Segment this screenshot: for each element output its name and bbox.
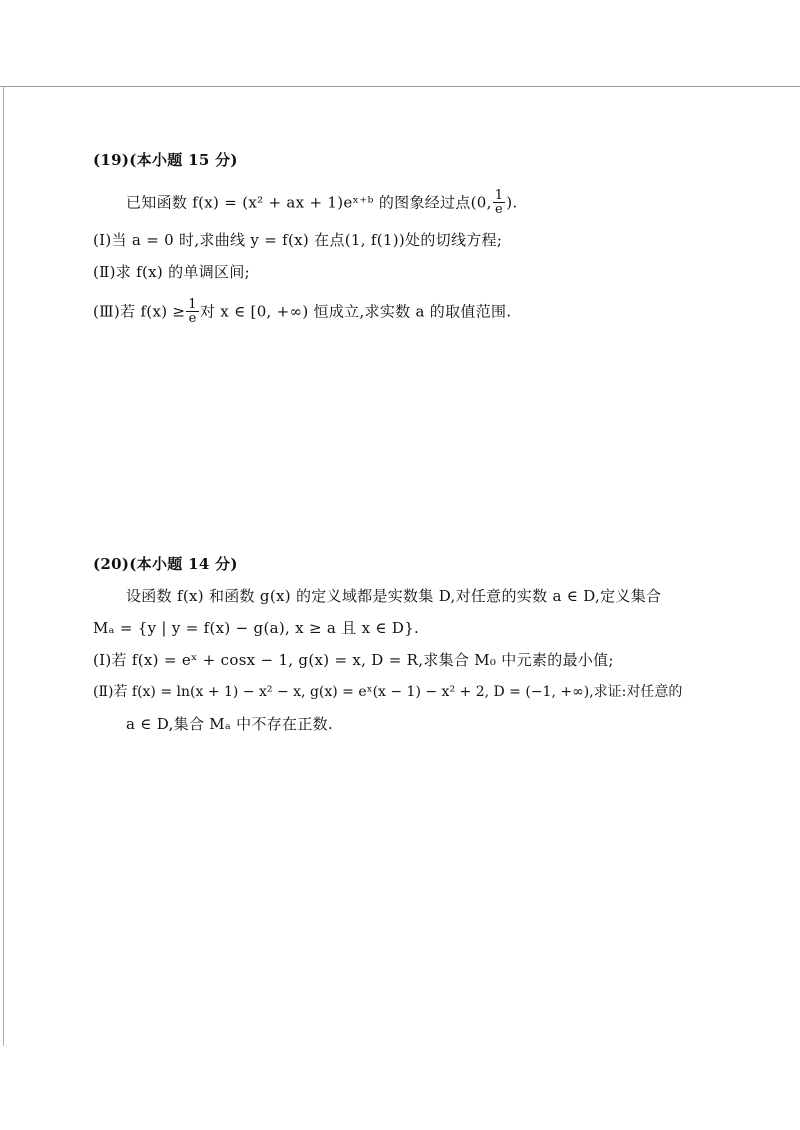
problem-19-part-3-fraction <box>186 298 199 325</box>
problem-19-heading: (19)(本小题 15 分) <box>93 151 238 169</box>
problem-19-stem <box>126 189 518 216</box>
page-left-border <box>3 86 4 1046</box>
problem-19-part-3 <box>93 298 511 325</box>
page-top-border <box>0 86 800 87</box>
problem-19-stem-end: ). <box>506 193 518 212</box>
problem-20-part-2-line-1: (Ⅱ)若 f(x) = ln(x + 1) − x² − x, g(x) = eˣ(x − 1) − x² + 2, D = (−1, +∞),求证:对任意的 <box>93 684 683 700</box>
fraction-numerator: 1 <box>188 297 197 312</box>
problem-20-heading: (20)(本小题 14 分) <box>93 555 238 573</box>
problem-19-part-1: (Ⅰ)当 a = 0 时,求曲线 y = f(x) 在点(1, f(1))处的切线方程; <box>93 231 503 249</box>
problem-20-stem-line-2: Mₐ = {y | y = f(x) − g(a), x ≥ a 且 x ∈ D}. <box>93 619 420 637</box>
problem-19-part-3-end: 对 x ∈ [0, +∞) 恒成立,求实数 a 的取值范围. <box>199 302 512 321</box>
problem-19-stem-text: 已知函数 f(x) = (x² + ax + 1)eˣ⁺ᵇ 的图象经过点(0, <box>126 193 492 212</box>
problem-20-stem-line-1: 设函数 f(x) 和函数 g(x) 的定义域都是实数集 D,对任意的实数 a ∈ D,定义集合 <box>126 587 662 605</box>
fraction-numerator: 1 <box>494 188 504 203</box>
problem-19-part-3-text: (Ⅲ)若 f(x) ≥ <box>93 302 186 321</box>
fraction-denominator: e <box>188 311 197 326</box>
problem-19-part-2: (Ⅱ)求 f(x) 的单调区间; <box>93 263 251 281</box>
problem-19-stem-fraction <box>493 189 506 216</box>
problem-20-part-1: (Ⅰ)若 f(x) = eˣ + cosx − 1, g(x) = x, D = R,求集合 M₀ 中元素的最小值; <box>93 651 614 669</box>
fraction-denominator: e <box>494 202 503 217</box>
problem-20-part-2-line-2: a ∈ D,集合 Mₐ 中不存在正数. <box>126 715 333 733</box>
